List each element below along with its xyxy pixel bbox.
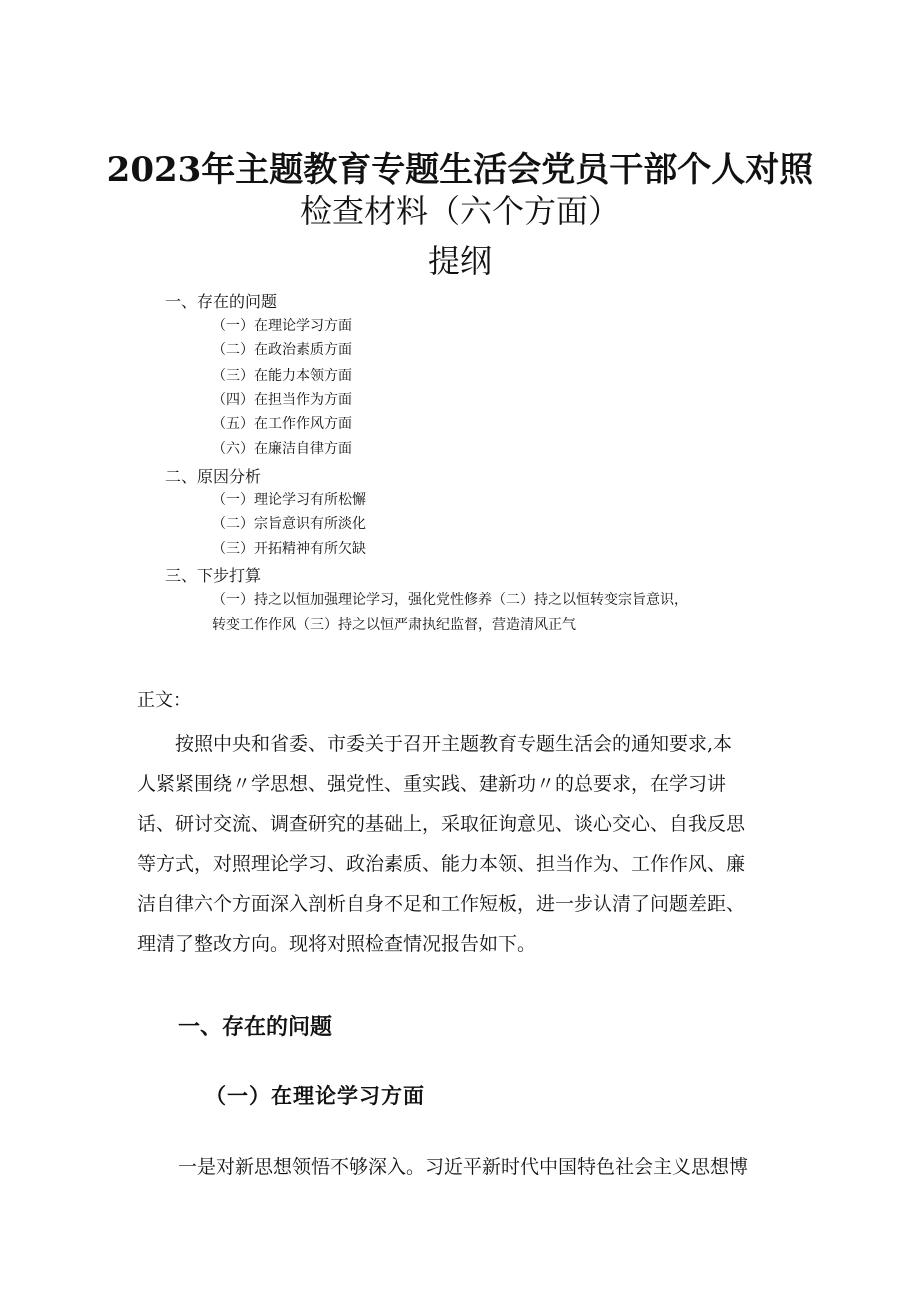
outline-item: （五）在工作作风方面 (212, 416, 352, 432)
paragraph-line: 按照中央和省委、市委关于召开主题教育专题生活会的通知要求,本 (137, 733, 733, 755)
document-title-line-2: 检查材料（六个方面） (299, 192, 620, 230)
document-title-line-1: 2023年主题教育专题生活会党员干部个人对照 (106, 150, 814, 190)
outline-item: （六）在廉洁自律方面 (212, 441, 352, 457)
outline-item: （二）宗旨意识有所淡化 (212, 516, 366, 532)
paragraph-line: 等方式，对照理论学习、政治素质、能力本领、担当作为、工作作风、廉 (137, 853, 746, 875)
body-paragraph: 一是对新思想领悟不够深入。习近平新时代中国特色社会主义思想博 (178, 1156, 749, 1178)
outline-heading-3: 三、下步打算 (165, 566, 262, 585)
outline-item: （二）在政治素质方面 (212, 342, 352, 358)
paragraph-line: 理清了整改方向。现将对照检查情况报告如下。 (137, 933, 537, 955)
outline-item: （四）在担当作为方面 (212, 392, 352, 408)
intro-paragraph (137, 724, 787, 964)
plan-line: 转变工作作风（三）持之以恒严肃执纪监督，营造清风正气 (212, 617, 576, 633)
outline-item: （三）开拓精神有所欠缺 (212, 541, 366, 557)
paragraph-line: 洁自律六个方面深入剖析自身不足和工作短板，进一步认清了问题差距、 (137, 893, 746, 915)
outline-item: （一）理论学习有所松懈 (212, 492, 366, 508)
body-label: 正文： (137, 690, 191, 711)
outline-item: （一）在理论学习方面 (212, 318, 352, 334)
outline-heading-1: 一、存在的问题 (165, 292, 278, 311)
outline-heading-2: 二、原因分析 (165, 467, 262, 486)
section-heading: 一、存在的问题 (178, 1015, 333, 1040)
paragraph-line: 人紧紧围绕〃学思想、强党性、重实践、建新功〃的总要求，在学习讲 (137, 773, 727, 795)
subsection-heading: （一）在理论学习方面 (205, 1083, 425, 1108)
outline-plan-text (212, 588, 802, 638)
plan-line: （一）持之以恒加强理论学习，强化党性修养（二）持之以恒转变宗旨意识， (212, 592, 688, 608)
outline-item: （三）在能力本领方面 (212, 368, 352, 384)
paragraph-line: 话、研讨交流、调查研究的基础上，采取征询意见、谈心交心、自我反思 (137, 813, 746, 835)
document-title-outline: 提纲 (427, 242, 492, 280)
